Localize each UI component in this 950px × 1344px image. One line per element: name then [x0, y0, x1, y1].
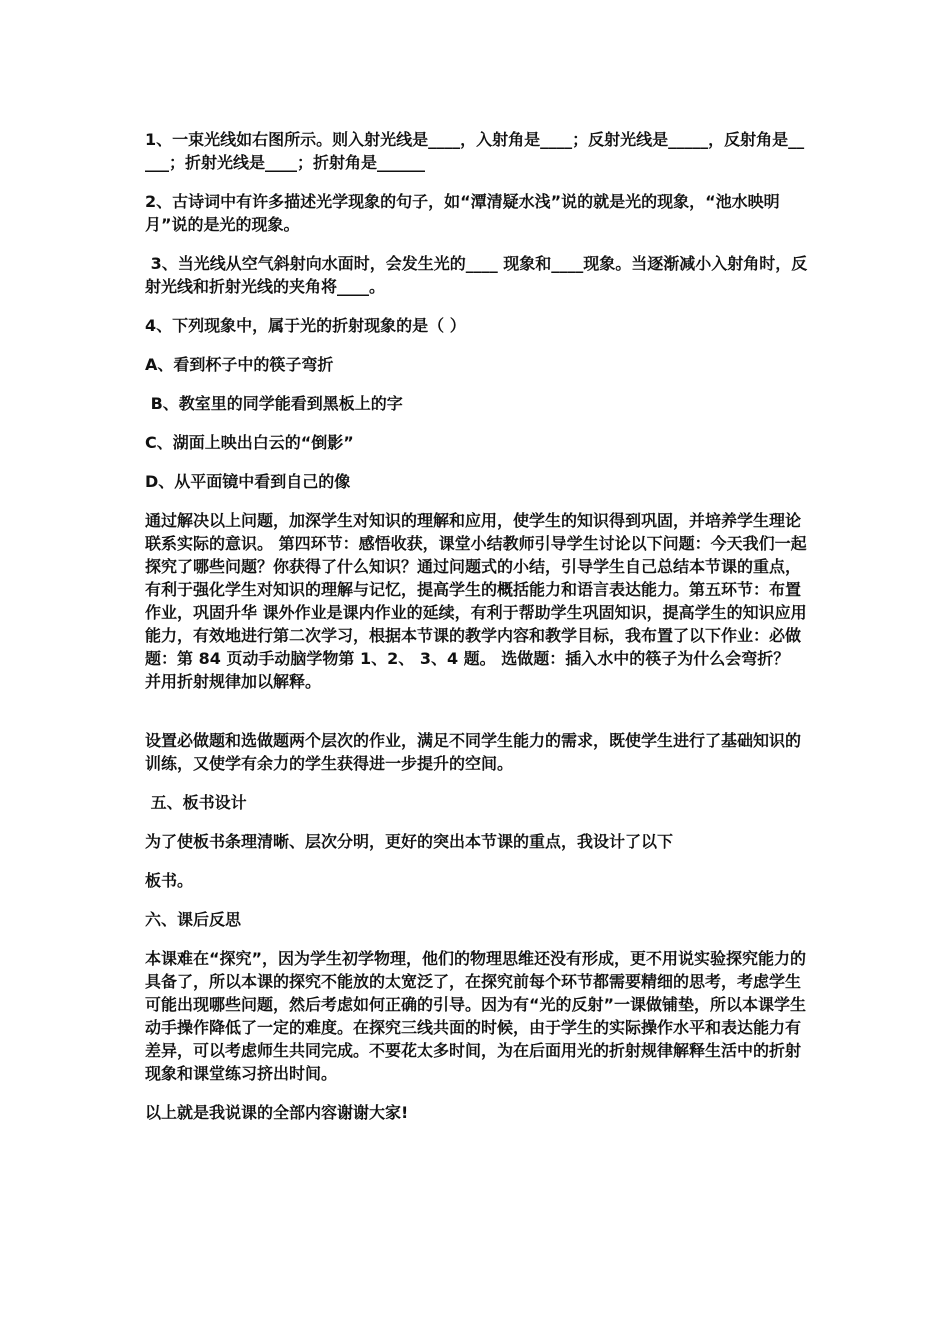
- reflection-paragraph: 本课难在“探究”，因为学生初学物理，他们的物理思维还没有形成，更不用说实验探究能力的具备了，所以本课的探究不能放的太宽泛了，在探究前每个环节都需要精细的思考，考虑学生可能出现哪些问题，然后考虑如何正确的引导。因为有“光的反射”一课做铺垫，所以本课学生动手操作降低了一定的难度。在探究三线共面的时候，由于学生的实际操作水平和表达能力有差异，可以考虑师生共同完成。不要花太多时间，为在后面用光的折射规律解释生活中的折射现象和课堂练习挤出时间。: [145, 949, 807, 1083]
- closing-remark: 以上就是我说课的全部内容谢谢大家!: [145, 1103, 409, 1122]
- homework-design-paragraph: 设置必做题和选做题两个层次的作业，满足不同学生能力的需求，既使学生进行了基础知识的训练，又使学有余力的学生获得进一步提升的空间。: [145, 731, 802, 773]
- question-3: 3、当光线从空气斜射向水面时，会发生光的____ 现象和____现象。当逐渐减小入射角时，反射光线和折射光线的夹角将____。: [145, 254, 808, 296]
- question-1: 1、一束光线如右图所示。则入射光线是____，入射角是____；反射光线是_____，反射角是_____；折射光线是____；折射角是______: [145, 130, 805, 172]
- question-4: 4、下列现象中，属于光的折射现象的是（ ）: [145, 316, 466, 335]
- board-design-paragraph: 为了使板书条理清晰、层次分明，更好的突出本节课的重点，我设计了以下: [145, 832, 674, 851]
- option-b: B、教室里的同学能看到黑板上的字: [145, 394, 403, 413]
- teaching-steps-paragraph: 通过解决以上问题，加深学生对知识的理解和应用，使学生的知识得到巩固，并培养学生理论联系实际的意识。 第四环节：感悟收获，课堂小结教师引导学生讨论以下问题：今天我们一起探究了哪些问题？你获得了什么知识？通过问题式的小结，引导学生自己总结本节课的重点，有利于强化学生对知识的理解与记忆，提高学生的概括能力和语言表达能力。第五环节：布置作业，巩固升华 课外作业是课内作业的延续，有利于帮助学生巩固知识，提高学生的知识应用能力，有效地进行第二次学习，根据本节课的教学内容和教学目标，我布置了以下作业：必做题：第 84 页动手动脑学物第 1、2、 3、4 题。 选做题：插入水中的筷子为什么会弯折？ 并用折射规律加以解释。: [145, 511, 807, 691]
- board-design-continuation: 板书。: [145, 871, 194, 890]
- section-heading-board-design: 五、板书设计: [145, 793, 247, 812]
- option-a: A、看到杯子中的筷子弯折: [145, 355, 334, 374]
- option-c: C、湖面上映出白云的“倒影”: [145, 433, 354, 452]
- option-d: D、从平面镜中看到自己的像: [145, 472, 351, 491]
- question-2: 2、古诗词中有许多描述光学现象的句子，如“潭清疑水浅”说的就是光的现象，“池水映明月”说的是光的现象。: [145, 192, 780, 234]
- document-body: [145, 128, 810, 1140]
- section-heading-reflection: 六、课后反思: [145, 910, 242, 929]
